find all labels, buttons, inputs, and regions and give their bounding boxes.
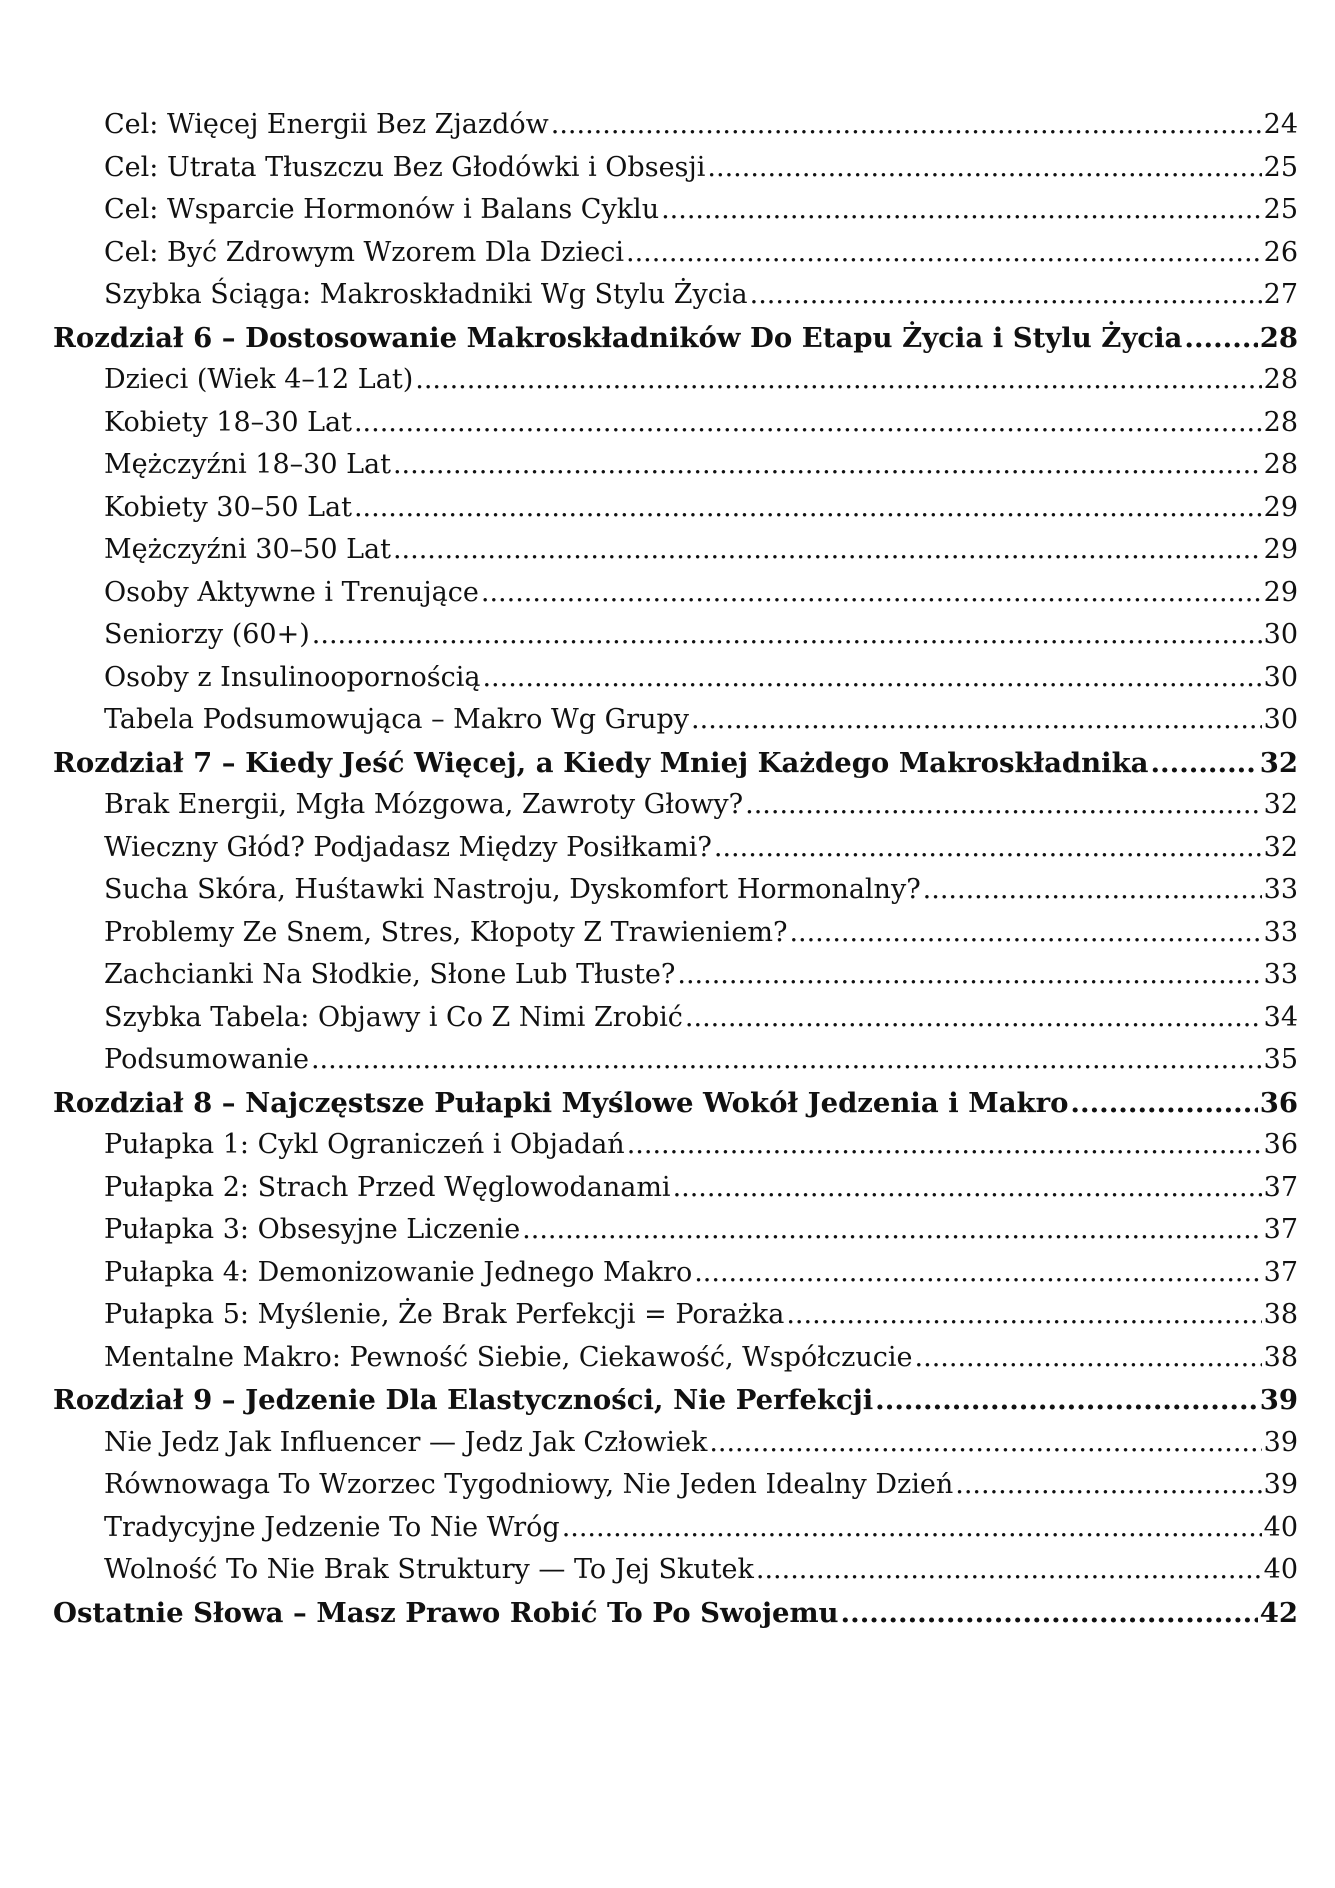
toc-entry-page-number: 38 (1263, 1341, 1298, 1373)
toc-section-entry[interactable] (53, 1294, 1298, 1337)
toc-dot-leader (1070, 1082, 1257, 1125)
toc-chapter-entry[interactable] (53, 317, 1298, 360)
toc-entry-page-number: 32 (1263, 831, 1298, 863)
toc-section-entry[interactable] (53, 912, 1298, 955)
toc-entry-page-number: 26 (1263, 236, 1298, 268)
toc-dot-leader (626, 232, 1262, 275)
toc-entry-page-number: 33 (1263, 874, 1298, 905)
toc-dot-leader (707, 147, 1261, 190)
toc-section-entry[interactable] (53, 1209, 1298, 1252)
toc-dot-leader (482, 657, 1261, 700)
toc-entry-title: Nie Jedz Jak Influencer — Jedz Jak Człowiek (104, 1426, 708, 1458)
toc-entry-title: Rozdział 7 – Kiedy Jeść Więcej, a Kiedy Mniej Każdego Makroskładnika (53, 746, 1149, 779)
toc-dot-leader (691, 699, 1262, 742)
toc-entry-page-number: 25 (1263, 151, 1298, 183)
toc-entry-page-number: 33 (1263, 959, 1298, 990)
toc-entry-title: Podsumowanie (104, 1044, 309, 1075)
toc-dot-leader (312, 614, 1262, 657)
toc-section-entry[interactable] (53, 104, 1298, 147)
toc-entry-title: Szybka Tabela: Objawy i Co Z Nimi Zrobić (104, 1001, 683, 1033)
toc-entry-title: Rozdział 8 – Najczęstsze Pułapki Myślowe Wokół Jedzenia i Makro (53, 1086, 1069, 1119)
toc-entry-page-number: 30 (1263, 661, 1298, 693)
toc-entry-page-number: 29 (1263, 534, 1298, 565)
toc-entry-title: Rozdział 6 – Dostosowanie Makroskładników Do Etapu Życia i Stylu Życia (53, 321, 1183, 354)
toc-entry-title: Rozdział 9 – Jedzenie Dla Elastyczności, Nie Perfekcji (53, 1384, 874, 1416)
toc-section-entry[interactable] (53, 274, 1298, 317)
toc-entry-title: Sucha Skóra, Huśtawki Nastroju, Dyskomfort Hormonalny? (104, 874, 921, 905)
toc-entry-title: Pułapka 4: Demonizowanie Jednego Makro (104, 1256, 693, 1288)
toc-entry-page-number: 32 (1259, 746, 1298, 779)
toc-entry-title: Kobiety 30–50 Lat (104, 491, 352, 523)
toc-entry-page-number: 39 (1259, 1384, 1298, 1416)
toc-chapter-entry[interactable] (53, 1082, 1298, 1125)
toc-dot-leader (415, 359, 1261, 402)
toc-section-entry[interactable] (53, 614, 1298, 657)
toc-entry-title: Wolność To Nie Brak Struktury — To Jej Skutek (104, 1554, 754, 1585)
toc-entry-page-number: 28 (1263, 449, 1298, 480)
toc-entry-title: Mentalne Makro: Pewność Siebie, Ciekawość, Współczucie (104, 1341, 913, 1373)
toc-entry-page-number: 28 (1259, 321, 1298, 354)
toc-dot-leader (673, 1167, 1262, 1210)
toc-dot-leader (393, 529, 1262, 572)
toc-section-entry[interactable] (53, 1549, 1298, 1592)
toc-entry-page-number: 35 (1263, 1044, 1298, 1075)
toc-entry-page-number: 39 (1263, 1426, 1298, 1458)
toc-entry-page-number: 30 (1263, 704, 1298, 735)
toc-dot-leader (915, 1337, 1262, 1380)
toc-dot-leader (1184, 317, 1257, 360)
toc-section-entry[interactable] (53, 699, 1298, 742)
toc-entry-title: Brak Energii, Mgła Mózgowa, Zawroty Głowy? (104, 789, 744, 820)
toc-entry-title: Pułapka 5: Myślenie, Że Brak Perfekcji = Porażka (104, 1299, 785, 1330)
toc-entry-title: Pułapka 1: Cykl Ograniczeń i Objadań (104, 1129, 625, 1160)
toc-section-entry[interactable] (53, 487, 1298, 530)
toc-dot-leader (756, 1549, 1262, 1592)
toc-entry-title: Cel: Utrata Tłuszczu Bez Głodówki i Obsesji (104, 151, 706, 183)
toc-dot-leader (562, 1507, 1262, 1550)
toc-entry-title: Pułapka 2: Strach Przed Węglowodanami (104, 1171, 671, 1203)
toc-section-entry[interactable] (53, 402, 1298, 445)
toc-section-entry[interactable] (53, 827, 1298, 870)
toc-dot-leader (745, 784, 1262, 827)
toc-dot-leader (714, 827, 1262, 870)
toc-entry-title: Osoby Aktywne i Trenujące (104, 576, 479, 608)
toc-entry-page-number: 39 (1263, 1469, 1298, 1500)
toc-dot-leader (789, 912, 1261, 955)
toc-dot-leader (841, 1592, 1258, 1635)
toc-entry-title: Osoby z Insulinoopornością (104, 661, 481, 693)
toc-section-entry[interactable] (53, 147, 1298, 190)
toc-entry-page-number: 38 (1263, 1299, 1298, 1330)
toc-entry-page-number: 40 (1263, 1554, 1298, 1585)
toc-dot-leader (685, 997, 1262, 1040)
toc-entry-page-number: 42 (1259, 1596, 1298, 1629)
toc-entry-title: Dzieci (Wiek 4–12 Lat) (104, 364, 414, 395)
toc-section-entry[interactable] (53, 657, 1298, 700)
toc-entry-page-number: 37 (1263, 1214, 1298, 1245)
toc-dot-leader (522, 1209, 1261, 1252)
toc-entry-page-number: 25 (1263, 194, 1298, 225)
toc-entry-page-number: 32 (1263, 789, 1298, 820)
toc-section-entry[interactable] (53, 1039, 1298, 1082)
toc-entry-page-number: 27 (1263, 279, 1298, 310)
toc-section-entry[interactable] (53, 189, 1298, 232)
toc-entry-page-number: 33 (1263, 916, 1298, 948)
toc-entry-page-number: 24 (1263, 109, 1298, 140)
toc-entry-page-number: 36 (1263, 1129, 1298, 1160)
toc-section-entry[interactable] (53, 1464, 1298, 1507)
toc-entry-page-number: 36 (1259, 1086, 1298, 1119)
toc-dot-leader (955, 1464, 1261, 1507)
toc-section-entry[interactable] (53, 1252, 1298, 1295)
toc-entry-title: Tradycyjne Jedzenie To Nie Wróg (104, 1511, 560, 1543)
toc-entry-title: Cel: Wsparcie Hormonów i Balans Cyklu (104, 194, 660, 225)
toc-section-entry[interactable] (53, 869, 1298, 912)
toc-section-entry[interactable] (53, 232, 1298, 275)
toc-entry-page-number: 29 (1263, 491, 1298, 523)
toc-entry-title: Seniorzy (60+) (104, 619, 310, 650)
toc-dot-leader (709, 1422, 1261, 1465)
toc-chapter-entry[interactable] (53, 742, 1298, 785)
toc-dot-leader (354, 402, 1262, 445)
toc-entry-title: Mężczyźni 30–50 Lat (104, 534, 391, 565)
toc-section-entry[interactable] (53, 1507, 1298, 1550)
toc-section-entry[interactable] (53, 1337, 1298, 1380)
toc-dot-leader (923, 869, 1262, 912)
toc-dot-leader (1150, 742, 1257, 785)
toc-dot-leader (627, 1124, 1262, 1167)
toc-dot-leader (786, 1294, 1261, 1337)
toc-section-entry[interactable] (53, 1422, 1298, 1465)
toc-entry-title: Mężczyźni 18–30 Lat (104, 449, 391, 480)
toc-entry-title: Kobiety 18–30 Lat (104, 406, 352, 438)
toc-section-entry[interactable] (53, 784, 1298, 827)
toc-section-entry[interactable] (53, 572, 1298, 615)
toc-section-entry[interactable] (53, 954, 1298, 997)
toc-section-entry[interactable] (53, 359, 1298, 402)
toc-dot-leader (750, 274, 1262, 317)
toc-dot-leader (311, 1039, 1262, 1082)
toc-section-entry[interactable] (53, 997, 1298, 1040)
toc-entry-title: Ostatnie Słowa – Masz Prawo Robić To Po Swojemu (53, 1596, 839, 1629)
toc-dot-leader (481, 572, 1262, 615)
toc-section-entry[interactable] (53, 1167, 1298, 1210)
toc-entry-page-number: 30 (1263, 619, 1298, 650)
toc-entry-title: Pułapka 3: Obsesyjne Liczenie (104, 1214, 521, 1245)
toc-dot-leader (354, 487, 1262, 530)
toc-entry-title: Szybka Ściąga: Makroskładniki Wg Stylu Życia (104, 279, 748, 310)
toc-entry-page-number: 37 (1263, 1256, 1298, 1288)
toc-entry-title: Problemy Ze Snem, Stres, Kłopoty Z Trawieniem? (104, 916, 788, 948)
toc-section-entry[interactable] (53, 444, 1298, 487)
toc-entry-title: Wieczny Głód? Podjadasz Między Posiłkami? (104, 831, 712, 863)
toc-dot-leader (661, 189, 1262, 232)
toc-entry-title: Równowaga To Wzorzec Tygodniowy, Nie Jeden Idealny Dzień (104, 1469, 954, 1500)
toc-entry-page-number: 28 (1263, 406, 1298, 438)
table-of-contents (53, 104, 1298, 1634)
toc-dot-leader (551, 104, 1262, 147)
toc-dot-leader (393, 444, 1262, 487)
toc-dot-leader (694, 1252, 1261, 1295)
toc-dot-leader (875, 1379, 1258, 1422)
toc-entry-page-number: 29 (1263, 576, 1298, 608)
toc-entry-title: Cel: Więcej Energii Bez Zjazdów (104, 109, 549, 140)
toc-section-entry[interactable] (53, 1124, 1298, 1167)
toc-entry-page-number: 28 (1263, 364, 1298, 395)
toc-chapter-entry[interactable] (53, 1592, 1298, 1635)
toc-entry-page-number: 37 (1263, 1171, 1298, 1203)
toc-entry-title: Zachcianki Na Słodkie, Słone Lub Tłuste? (104, 959, 676, 990)
toc-entry-title: Cel: Być Zdrowym Wzorem Dla Dzieci (104, 236, 625, 268)
toc-dot-leader (677, 954, 1261, 997)
toc-chapter-entry[interactable] (53, 1379, 1298, 1422)
toc-entry-title: Tabela Podsumowująca – Makro Wg Grupy (104, 704, 690, 735)
toc-entry-page-number: 34 (1263, 1001, 1298, 1033)
toc-section-entry[interactable] (53, 529, 1298, 572)
toc-entry-page-number: 40 (1263, 1511, 1298, 1543)
